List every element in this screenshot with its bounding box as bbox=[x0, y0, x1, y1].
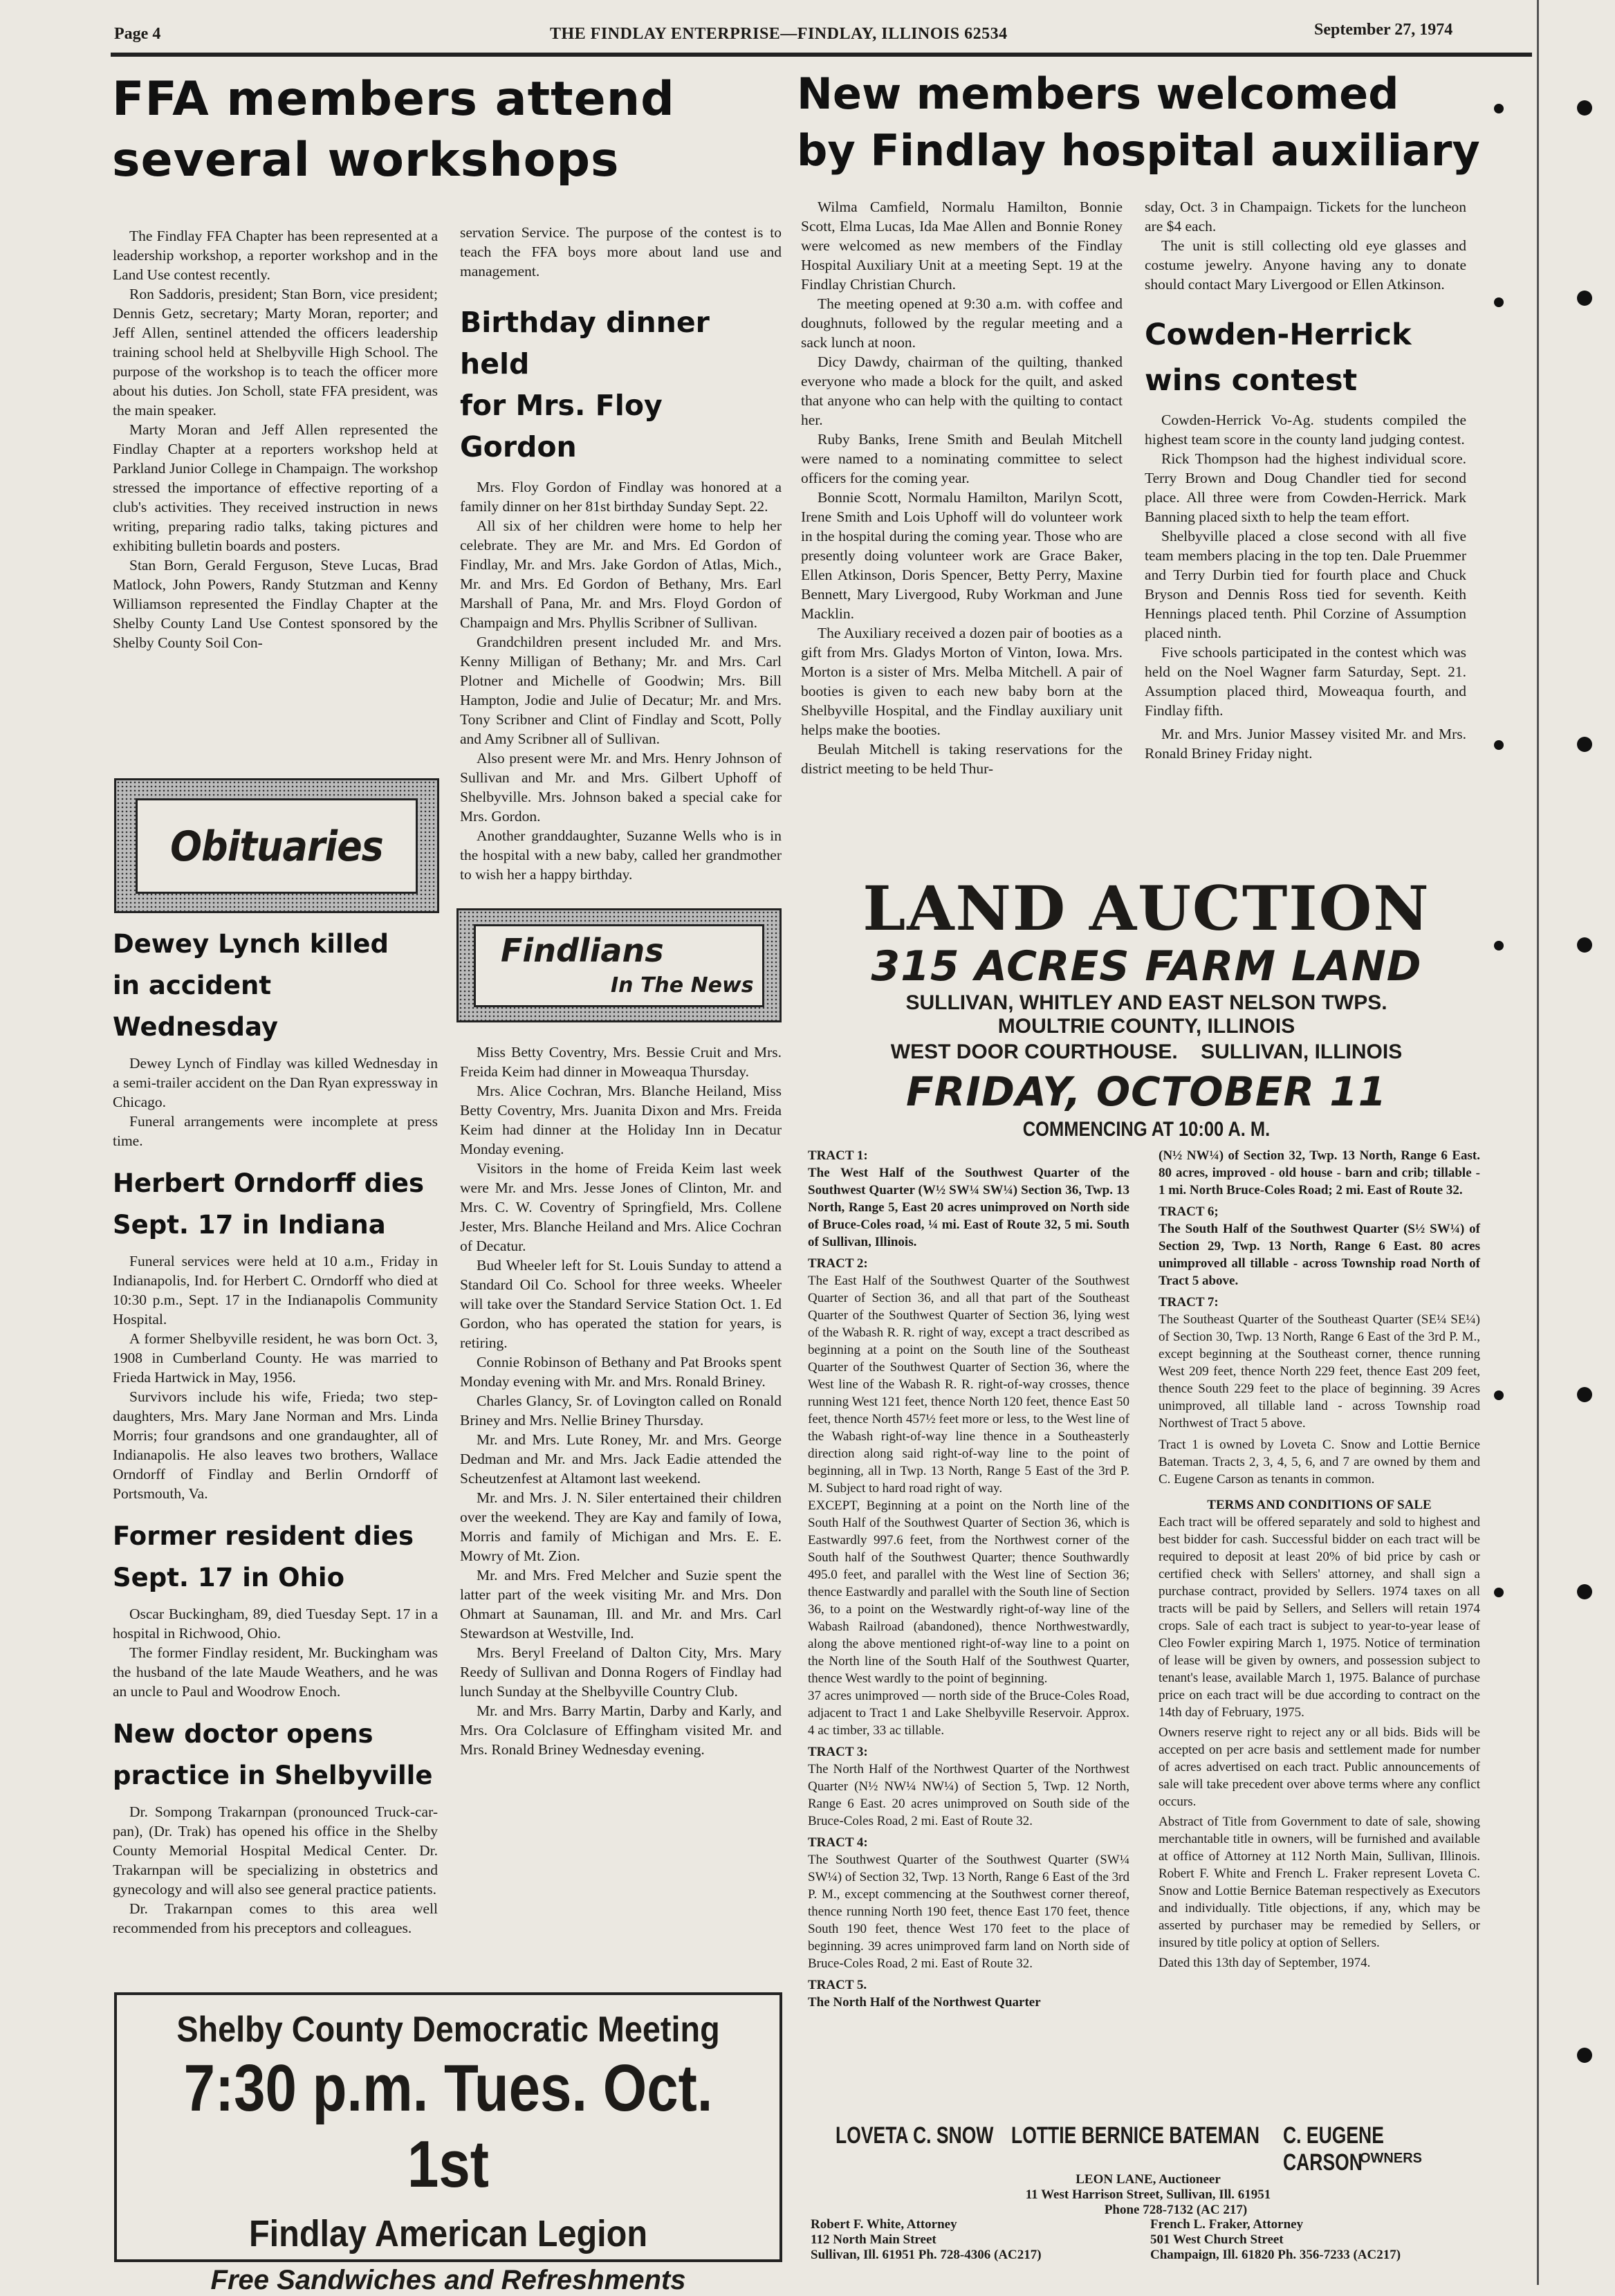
auxiliary-col1: Wilma Camfield, Normalu Hamilton, Bonnie Scott, Elma Lucas, Ida Mae Allen and Bonnie Roney were welcomed as new members of the Findlay Hospital Auxiliary Unit at a meeting Sept. 19 at the Findlay Christian Church. The meeting opened at 9:30 a.m. with coffee and doughnuts, followed by the regular meeting and a sack lunch at noon. Dicy Dawdy, chairman of the quilting, thanked everyone who made a block for the quilt, and asked that anyone who can help with the quilting to contact her. Ruby Banks, Irene Smith and Beulah Mitchell were named to a nominating committee to select officers for the coming year. Bonnie Scott, Normalu Hamilton, Marilyn Scott, Irene Smith and Lois Uphoff will do volunteer work in the hospital during the coming year. Those who are presently doing volunteer work are Grace Baker, Ellen Atkinson, Doris Spencer, Betty Perry, Maxine Bennett, Mary Livergood, Ruby Workman and June Macklin. The Auxiliary received a dozen pair of booties as a gift from Mrs. Gladys Morton of Vinton, Iowa. Mrs. Morton is a sister of Mrs. Melba Mitchell. A pair of booties is given to each new baby born at the Shelbyville Hospital, and the Findlay auxiliary unit helps make the booties. Beulah Mitchell is taking reservations for the district meeting to be held Thur- bbox=[801, 199, 1123, 777]
findlians-banner bbox=[456, 908, 782, 1022]
orndorff-headline: Herbert Orndorff dies bbox=[113, 1168, 425, 1198]
binder-hole bbox=[1494, 1390, 1504, 1400]
binder-hole bbox=[1494, 740, 1504, 750]
obituaries-label: Obituaries bbox=[170, 822, 383, 870]
auxiliary-headline: New members welcomed by Findlay hospital auxiliary bbox=[797, 68, 1480, 176]
masthead-rule bbox=[111, 53, 1532, 57]
auction-header: LAND AUCTION 315 ACRES FARM LAND SULLIVAN, WHITLEY AND EAST NELSON TWPS. MOULTRIE COUNTY, ILLINOIS WEST DOOR COURTHOUSE. SULLIVAN, ILLINOIS FRIDAY, OCTOBER 11 COMMENCING AT 10:00 A. M. bbox=[795, 875, 1497, 1142]
in-the-news-label: In The News bbox=[611, 973, 754, 998]
auction-acres: 315 ACRES FARM LAND bbox=[871, 942, 1422, 991]
auctioneer: LEON LANE, Auctioneer 11 West Harrison Street, Sullivan, Ill. 61951 Phone 728-7132 (AC 217) bbox=[1025, 2172, 1271, 2217]
obituaries-banner bbox=[114, 778, 439, 913]
findlians-column: Miss Betty Coventry, Mrs. Bessie Cruit and Mrs. Freida Keim had dinner in Moweaqua Thursday. Mrs. Alice Cochran, Mrs. Blanche Heiland, Miss Betty Coventry, Mrs. Juanita Dixon and Mrs. Freida Keim had dinner at the Holiday Inn in Decatur Monday evening. Visitors in the home of Freida Keim last week were Mr. and Mrs. Jesse Jones of Clinton, Mr. and Mrs. C. W. Coventry of Springfield, Mrs. Collene Jester, Mrs. Blanche Heiland and Mrs. Alice Cochran of Decatur. Bud Wheeler left for St. Louis Sunday to attend a Standard Oil Co. School for three weeks. Wheeler will take over the Standard Service Station Oct. 1. Ed Gordon, who has operated the station for years, is retiring. Connie Robinson of Bethany and Pat Brooks spent Monday evening with Mr. and Mrs. Ronald Briney. Charles Glancy, Sr. of Lovington called on Ronald Briney and Mrs. Nellie Briney Thursday. Mr. and Mrs. Lute Roney, Mr. and Mrs. George Dedman and Mr. and Mrs. Jack Eadie attended the Scheutzenfest at Altamont last weekend. Mr. and Mrs. J. N. Siler entertained their children over the weekend. They are Kay and family of Iowa, Morris and family of Michigan and Mrs. E. E. Mowry of Mt. Zion. Mr. and Mrs. Fred Melcher and Suzie spent the latter part of the week visiting Mr. and Mrs. Don Ohmart at Saunaman, Ill. and Mr. and Mrs. Carl Stewardson at Westville, Ind. Mrs. Beryl Freeland of Dalton City, Mrs. Mary Reedy of Sullivan and Donna Rogers of Findlay had lunch Sunday at the Shelbyville Country Club. Mr. and Mrs. Barry Martin, Darby and Karly, and Mrs. Ora Colclasure of Effingham visited Mr. and Mrs. Ronald Briney Wednesday evening. bbox=[460, 1044, 782, 1758]
ffa-article-col1: The Findlay FFA Chapter has been represented at a leadership workshop, a reporter workshop and in the Land Use contest recently. Ron Saddoris, president; Stan Born, vice president; Dennis Getz, secretary; Marty Moran, reporter; and Jeff Allen, sentinel attended the officers leadership training school held at Shelbyville High School. The purpose of the workshop is to teach the officer more about his duties. Jon Scholl, state FFA president, was the main speaker. Marty Moran and Jeff Allen represented the Findlay Chapter at a reporters workshop held at Parkland Junior College in Champaign. The workshop stressed the importance of effective reporting of a club's activities. They received instruction in news writing, preparing radio talks, taking pictures and exhibiting bulletin boards and posters. Stan Born, Gerald Ferguson, Steve Lucas, Brad Matlock, John Powers, Randy Stutzman and Kenny Williamson represented the Findlay Chapter at the Shelby County Land Use Contest sponsored by the Shelby County Soil Con- bbox=[113, 228, 438, 651]
doctor-headline: New doctor opens bbox=[113, 1719, 373, 1749]
lynch-headline: Dewey Lynch killed bbox=[113, 929, 389, 959]
birthday-headline: Birthday dinner held bbox=[460, 306, 710, 380]
attorney-fraker: French L. Fraker, Attorney 501 West Church Street Champaign, Ill. 61820 Ph. 356-7233 (AC217) bbox=[1150, 2217, 1401, 2262]
former-resident-headline: Former resident dies bbox=[113, 1521, 414, 1551]
binder-hole bbox=[1577, 100, 1592, 116]
binder-hole bbox=[1577, 1584, 1592, 1599]
page-fold bbox=[1537, 0, 1539, 2285]
auction-tracts-col2: (N½ NW¼) of Section 32, Twp. 13 North, Range 6 East. 80 acres, improved - old house - barn and crib; tillable - 1 mi. North Bruce-Coles Road; 2 mi. East of Route 32. TRACT 6; The South Half of the Southwest Quarter (S½ SW¼) of Section 29, Twp. 13 North, Range 6 East. 80 acres unimproved all tillable - across Township road North of Tract 5 above. TRACT 7: The Southeast Quarter of the Southeast Quarter (SE¼ SE¼) of Section 30, Twp. 13 North, Range 6 East of the 3rd P. M., except beginning at the Southeast corner, thence running West 209 feet, thence North 229 feet, thence East 209 feet, thence South 229 feet to the place of beginning. 39 Acres unimproved, all tillable land - across Township road Northwest of Tract 5 above. Tract 1 is owned by Loveta C. Snow and Lottie Bernice Bateman. Tracts 2, 3, 4, 5, 6, and 7 are owned by them and C. Eugene Carson as tenants in common. TERMS AND CONDITIONS OF SALE Each tract will be offered separately and sold to highest and best bidder for cash. Successful bidder on each tract will be required to deposit at least 20% of bid price by cash or certified check with Sellers' attorney, and shall sign a purchase contract, provided by Sellers. 1974 taxes on all tracts will be paid by Sellers, and Sellers will retain 1974 crops. Sale of each tract is subject to year-to-year lease of Cleo Fowler expiring March 1, 1975. Notice of termination of lease will be given by owners, and possession subject to tenant's lease, available March 1, 1975. Balance of purchase price on each tract will be due according to contract on the 14th day of February, 1975. Owners reserve right to reject any or all bids. Bids will be accepted on per acre basis and settlement made for number of acres advertised on each tract. Public announcements of sale will take precedent over above terms where any conflict occurs. Abstract of Title from Government to date of sale, showing merchantable title in owners, will be furnished and available at office of Attorney at 112 North Main, Sullivan, Illinois. Robert F. White and French L. Fraker represent Loveta C. Snow and Lottie Bernice Bateman respectively as Executors and individually. Title objections, if any, which may be asserted by purchaser may be remedied by Sellers, or insured by title policy at option of Sellers. Dated this 13th day of September, 1974. bbox=[1159, 1148, 1480, 1970]
findlians-label: Findlians bbox=[501, 932, 664, 969]
auction-owners: LOVETA C. SNOW LOTTIE BERNICE BATEMAN C. EUGENE CARSON OWNERS bbox=[836, 2122, 1422, 2176]
binder-hole bbox=[1577, 737, 1592, 752]
binder-hole bbox=[1577, 937, 1592, 953]
binder-hole bbox=[1494, 297, 1504, 307]
page-number: Page 4 bbox=[114, 25, 161, 43]
auction-date: FRIDAY, OCTOBER 11 bbox=[906, 1068, 1387, 1115]
binder-hole bbox=[1577, 2048, 1592, 2063]
cowden-headline: Cowden-Herrick bbox=[1145, 318, 1412, 352]
auction-title: LAND AUCTION bbox=[862, 872, 1430, 944]
auxiliary-col2: sday, Oct. 3 in Champaign. Tickets for the luncheon are $4 each. The unit is still collecting old eye glasses and costume jewelry. Anyone having any to donate should contact Mary Livergood or Ellen Atkinson. Cowden-Herrick wins contest Cowden-Herrick Vo-Ag. students compiled the highest team score in the county land judging contest. Rick Thompson had the highest individual score. Terry Brown and Doug Chandler tied for second place. All three were from Cowden-Herrick. Mark Banning placed sixth to help the team effort. Shelbyville placed a close second with all five team members placing in the top ten. Dale Pruemmer and Terry Durbin tied for fourth place and Chuck Bryson and Dennis Ross tied for seventh. Keith Hennings placed tenth. Phil Corzine of Assumption placed ninth. Five schools participated in the contest which was held on the Noel Wagner farm Saturday, Sept. 21. Assumption placed third, Moweaqua fourth, and Findlay fifth. Mr. and Mrs. Junior Massey visited Mr. and Mrs. Ronald Briney Friday night. bbox=[1145, 199, 1466, 762]
issue-date: September 27, 1974 bbox=[1314, 21, 1453, 39]
ffa-article-col2: servation Service. The purpose of the contest is to teach the FFA boys more about land use and management. Birthday dinner held for Mrs. Floy Gordon Mrs. Floy Gordon of Findlay was honored at a family dinner on her 81st birthday Sunday Sept. 22. All six of her children were home to help her celebrate. They are Mr. and Mrs. Ed Gordon of Findlay, Mr. and Mrs. Jake Gordon of Atlas, Mich., Mr. and Mrs. Ed Gordon of Bethany, Mrs. Earl Marshall of Pana, Mr. and Mrs. Floyd Gordon of Champaign and Mrs. Phyllis Scribner of Sullivan. Grandchildren present included Mr. and Mrs. Kenny Milligan of Bethany; Mr. and Mrs. Carl Plotner and Michelle of Goodwin; Mrs. Bill Hampton, Jodie and Julie of Decatur; Mr. and Mrs. Tony Scribner and Clint of Findlay and Scott, Polly and Amy Scribner all of Sullivan. Also present were Mr. and Mrs. Henry Johnson of Sullivan and Mr. and Mrs. Gilbert Uphoff of Shelbyville. Mrs. Johnson baked a special cake for Mrs. Gordon. Another granddaughter, Suzanne Wells who is in the hospital with a new baby, called her grandmother to wish her a happy birthday. bbox=[460, 224, 782, 883]
obituaries-column: Dewey Lynch killed in accident Wednesday Dewey Lynch of Findlay was killed Wednesday in a semi-trailer accident on the Dan Ryan expressway in Chicago. Funeral arrangements were incomplete at press time. Herbert Orndorff dies Sept. 17 in Indiana Funeral services were held at 10 a.m., Friday in Indianapolis, Ind. for Herbert C. Orndorff who died at 10:30 p.m., Sept. 17 in the Indianapolis Community Hospital. A former Shelbyville resident, he was born Oct. 3, 1908 in Cumberland County. He was married to Frieda Hartwick in May, 1956. Survivors include his wife, Frieda; two step-daughters, Mrs. Mary Jane Norman and Mrs. Linda Morris; four grandsons and one grandaughter, all of Indianapolis. He also leaves two brothers, Wallace Orndorff of Findlay and Berlin Orndorff of Portsmouth, Va. Former resident dies Sept. 17 in Ohio Oscar Buckingham, 89, died Tuesday Sept. 17 in a hospital in Richwood, Ohio. The former Findlay resident, Mr. Buckingham was the husband of the late Maude Weathers, and he was an uncle to Paul and Woodrow Enoch. New doctor opens practice in Shelbyville Dr. Sompong Trakarnpan (pronounced Truck-car-pan), (Dr. Trak) has opened his office in the Shelby County Memorial Hospital Medical Center. Dr. Trakarnpan will be specializing in obstetrics and gynecology and will also see general practice patients. Dr. Trakarnpan comes to this area well recommended from his preceptors and colleagues. bbox=[113, 924, 438, 1938]
binder-hole bbox=[1494, 1588, 1504, 1597]
binder-hole bbox=[1577, 1387, 1592, 1402]
attorney-white: Robert F. White, Attorney 112 North Main Street Sullivan, Ill. 61951 Ph. 728-4306 (AC217) bbox=[811, 2217, 1042, 2262]
binder-hole bbox=[1577, 291, 1592, 306]
ffa-headline: FFA members attend several workshops bbox=[112, 72, 675, 187]
paper-name: THE FINDLAY ENTERPRISE—FINDLAY, ILLINOIS 62534 bbox=[550, 25, 1008, 43]
democratic-meeting-ad: Shelby County Democratic Meeting 7:30 p.m. Tues. Oct. 1st Findlay American Legion Free Sandwiches and Refreshments bbox=[114, 1992, 782, 2262]
auction-tracts-col1: TRACT 1: The West Half of the Southwest Quarter of the Southwest Quarter (W½ SW¼ SW¼) Section 36, Twp. 13 North, Range 5, East 20 acres unimproved on North side of Bruce-Coles road, ¼ mi. East of Route 32, 5 mi. South of Sullivan, Illinois. TRACT 2: The East Half of the Southwest Quarter of the Southwest Quarter of Section 36, and all that part of the Southeast Quarter of the Southwest Quarter of Section 36, lying west of the Wabash R. R. right of way, except a tract described as beginning at a point on the South line of the Southeast Quarter of the Southwest Quarter of Section 36, where the West line of the Wabash R. R. right-of-way crosses, thence running West 121 feet, thence North 120 feet, thence East 50 feet, thence North 457½ feet more or less, to the West line of the Wabash right-of-way line thence in a Southeasterly direction along said right-of-way line to the point of beginning, all in Twp. 13 North, Range 5 East of the 3rd P. M. Subject to hard road right of way. EXCEPT, Beginning at a point on the North line of the South Half of the Southwest Quarter of Section 36, which is Eastwardly 997.6 feet, from the Northwest corner of the South half of the Southwest Quarter; thence Southwardly 495.0 feet, and parallel with the West line of Section 36; thence Eastwardly and parallel with the South line of Section 36, to a point on the Westwardly right-of-way line of the Wabash Railroad (abandoned), thence Northwestwardly, along the above mentioned right-of-way line to a point on the North line of the South Half of the Southwest Quarter, thence West wardly to the point of beginning. 37 acres unimproved — north side of the Bruce-Coles Road, adjacent to Tract 1 and Lake Shelbyville Reservoir. Approx. 4 ac timber, 33 ac tillable. TRACT 3: The North Half of the Northwest Quarter of the Northwest Quarter (N½ NW¼ NW¼) of Section 5, Twp. 12 North, Range 6 East. 20 acres unimproved on South side of the Bruce-Coles Road, 2 mi. East of Route 32. TRACT 4: The Southwest Quarter of the Southwest Quarter (SW¼ SW¼) of Section 32, Twp. 13 North, Range 6 East of the 3rd P. M., except commencing at the Southwest corner thereof, thence running North 190 feet, thence East 170 feet, thence South 190 feet, thence West 170 feet to the place of beginning. 39 acres unimproved farm land on North side of Bruce-Coles Road, 2 mi. East of Route 32. TRACT 5. The North Half of the Northwest Quarter bbox=[808, 1148, 1129, 2010]
